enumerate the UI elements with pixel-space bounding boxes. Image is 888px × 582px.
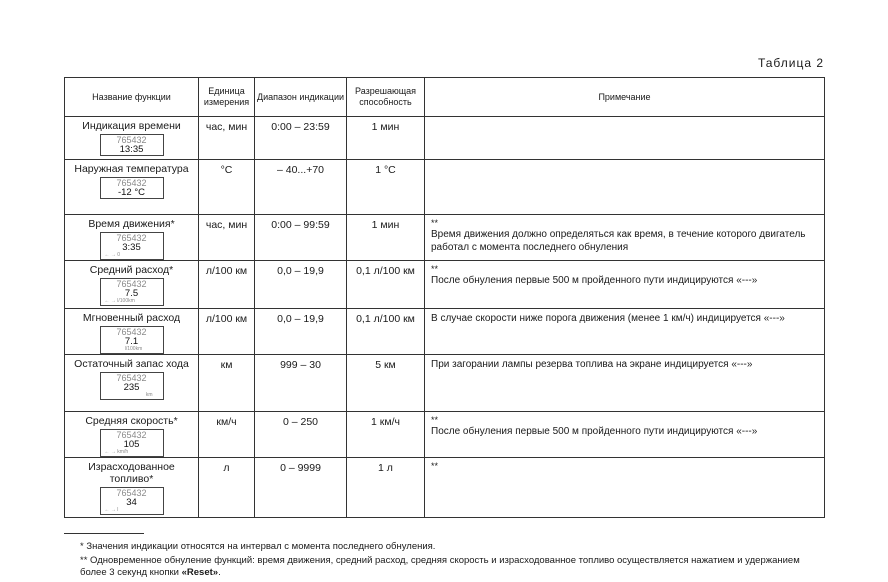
lcd-display bbox=[100, 487, 164, 515]
note-text: В случае скорости ниже порога движения (менее 1 км/ч) индицируется «---» bbox=[431, 313, 785, 324]
function-cell bbox=[65, 355, 199, 412]
lcd-unit: ← → l/100km bbox=[104, 298, 135, 304]
lcd-segments: 765432 bbox=[116, 135, 147, 145]
note-marker: ** bbox=[431, 264, 439, 274]
reset-key: «Reset» bbox=[181, 567, 219, 578]
range-cell: 0:00 – 23:59 bbox=[255, 117, 347, 160]
resolution-cell: 1 мин bbox=[347, 215, 425, 261]
lcd-value: 7.1 bbox=[124, 336, 139, 347]
functions-table bbox=[64, 77, 825, 518]
lcd-display bbox=[100, 134, 164, 156]
lcd-value: 105 bbox=[123, 439, 140, 450]
unit-cell: л/100 км bbox=[199, 309, 255, 355]
lcd-display bbox=[100, 326, 164, 354]
lcd-value: 3:35 bbox=[122, 242, 141, 253]
footnote-2-text: ** Одновременное обнуление функций: время движения, средний расход, средняя скорость и израсходованное топливо осуществляется нажатием и удержанием более 3 секунд кнопки bbox=[80, 555, 800, 578]
footnote-divider bbox=[64, 533, 144, 534]
note-cell bbox=[425, 412, 825, 458]
lcd-value: 7.5 bbox=[124, 288, 139, 299]
header-range: Диапазон индикации bbox=[255, 78, 347, 117]
table-row bbox=[65, 355, 825, 412]
function-cell bbox=[65, 215, 199, 261]
lcd-display bbox=[100, 278, 164, 306]
header-note: Примечание bbox=[425, 78, 825, 117]
range-cell: 0 – 9999 bbox=[255, 458, 347, 518]
resolution-cell: 0,1 л/100 км bbox=[347, 261, 425, 309]
unit-cell: км/ч bbox=[199, 412, 255, 458]
function-cell bbox=[65, 261, 199, 309]
lcd-unit: km bbox=[145, 392, 153, 398]
unit-cell: л/100 км bbox=[199, 261, 255, 309]
lcd-segments: 765432 bbox=[116, 430, 147, 440]
footnote-2 bbox=[80, 555, 820, 579]
range-cell: 0 – 250 bbox=[255, 412, 347, 458]
lcd-unit: ← → 0 bbox=[104, 252, 121, 258]
note-cell bbox=[425, 458, 825, 518]
resolution-cell: 1 км/ч bbox=[347, 412, 425, 458]
unit-cell: °C bbox=[199, 160, 255, 215]
table-row bbox=[65, 261, 825, 309]
range-cell: – 40...+70 bbox=[255, 160, 347, 215]
note-text: После обнуления первые 500 м пройденного пути индицируются «---» bbox=[431, 426, 758, 437]
lcd-value: 34 bbox=[126, 497, 137, 508]
note-cell bbox=[425, 309, 825, 355]
table-row bbox=[65, 117, 825, 160]
lcd-segments: 765432 bbox=[116, 373, 147, 383]
function-cell bbox=[65, 160, 199, 215]
note-marker: ** bbox=[431, 415, 439, 425]
function-name: Мгновенный расход bbox=[82, 312, 181, 324]
note-cell bbox=[425, 355, 825, 412]
resolution-cell: 0,1 л/100 км bbox=[347, 309, 425, 355]
note-text: После обнуления первые 500 м пройденного пути индицируются «---» bbox=[431, 275, 758, 286]
function-name: Наружная температура bbox=[74, 163, 189, 175]
table-row bbox=[65, 412, 825, 458]
range-cell: 0,0 – 19,9 bbox=[255, 309, 347, 355]
function-name: Средняя скорость* bbox=[85, 415, 178, 427]
range-cell: 999 – 30 bbox=[255, 355, 347, 412]
lcd-segments: 765432 bbox=[116, 327, 147, 337]
table-row bbox=[65, 160, 825, 215]
resolution-cell: 1 °C bbox=[347, 160, 425, 215]
function-name: Время движения* bbox=[88, 218, 175, 230]
function-cell bbox=[65, 309, 199, 355]
header-row bbox=[65, 78, 825, 117]
note-text: При загорании лампы резерва топлива на экране индицируется «---» bbox=[431, 359, 753, 370]
lcd-segments: 765432 bbox=[116, 488, 147, 498]
lcd-display bbox=[100, 232, 164, 260]
lcd-segments: 765432 bbox=[116, 178, 147, 188]
footnote-2-end: . bbox=[218, 567, 221, 578]
note-marker: ** bbox=[431, 461, 439, 471]
header-function: Название функции bbox=[65, 78, 199, 117]
function-cell bbox=[65, 458, 199, 518]
lcd-unit: ← → km/h bbox=[104, 449, 129, 455]
unit-cell: км bbox=[199, 355, 255, 412]
note-cell bbox=[425, 160, 825, 215]
lcd-value: 235 bbox=[123, 382, 140, 393]
lcd-display bbox=[100, 177, 164, 199]
unit-cell: л bbox=[199, 458, 255, 518]
function-cell bbox=[65, 117, 199, 160]
function-name: Остаточный запас хода bbox=[74, 358, 189, 370]
range-cell: 0,0 – 19,9 bbox=[255, 261, 347, 309]
function-name: Средний расход* bbox=[89, 264, 174, 276]
header-resolution: Разрешающая способность bbox=[347, 78, 425, 117]
table-row bbox=[65, 215, 825, 261]
note-cell bbox=[425, 261, 825, 309]
range-cell: 0:00 – 99:59 bbox=[255, 215, 347, 261]
lcd-value: 13:35 bbox=[119, 144, 144, 155]
resolution-cell: 5 км bbox=[347, 355, 425, 412]
lcd-unit: ← → l bbox=[104, 507, 119, 513]
unit-cell: час, мин bbox=[199, 215, 255, 261]
header-unit: Единица измерения bbox=[199, 78, 255, 117]
lcd-segments: 765432 bbox=[116, 279, 147, 289]
note-cell bbox=[425, 117, 825, 160]
lcd-display bbox=[100, 372, 164, 400]
lcd-value: -12 °C bbox=[117, 187, 146, 198]
note-cell bbox=[425, 215, 825, 261]
unit-cell: час, мин bbox=[199, 117, 255, 160]
lcd-display bbox=[100, 429, 164, 457]
lcd-unit: l/100km bbox=[124, 346, 143, 352]
lcd-segments: 765432 bbox=[116, 233, 147, 243]
function-cell bbox=[65, 412, 199, 458]
table-row bbox=[65, 309, 825, 355]
resolution-cell: 1 мин bbox=[347, 117, 425, 160]
function-name: Индикация времени bbox=[82, 120, 181, 132]
table-caption: Таблица 2 bbox=[757, 56, 824, 70]
note-marker: ** bbox=[431, 218, 439, 228]
footnote-1: * Значения индикации относятся на интервал с момента последнего обнуления. bbox=[80, 541, 436, 552]
table-row bbox=[65, 458, 825, 518]
resolution-cell: 1 л bbox=[347, 458, 425, 518]
note-text: Время движения должно определяться как время, в течение которого двигатель работал с момента последнего обнуления bbox=[431, 229, 806, 253]
function-name: Израсходованное топливо* bbox=[88, 461, 175, 485]
